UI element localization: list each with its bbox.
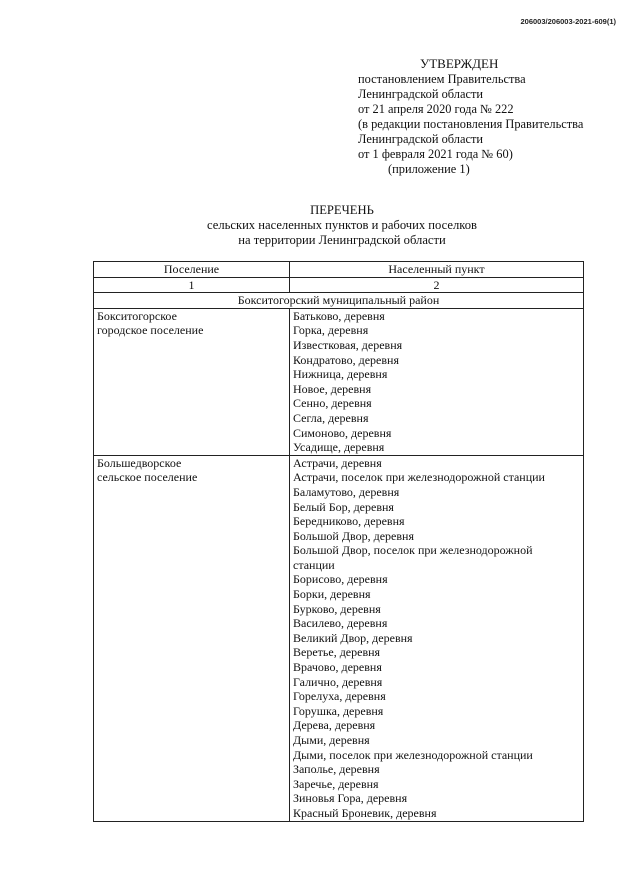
table-row <box>94 308 584 455</box>
document-id: 206003/206003-2021-609(1) <box>520 17 616 26</box>
locality-item: Великий Двор, деревня <box>293 630 413 645</box>
locality-item: Веретье, деревня <box>293 645 381 660</box>
approval-line: от 1 февраля 2021 года № 60) <box>358 147 513 161</box>
column-header: Населенный пункт <box>290 262 584 278</box>
heading-subtitle: сельских населенных пунктов и рабочих поселков <box>207 218 477 232</box>
locality-item: Горелуха, деревня <box>293 689 386 704</box>
locality-item: Кондратово, деревня <box>293 352 399 367</box>
locality-item: Большой Двор, деревня <box>293 528 414 543</box>
points-cell <box>290 455 584 821</box>
column-number: 2 <box>290 277 584 293</box>
approval-title: УТВЕРЖДЕН <box>420 56 499 71</box>
column-number: 1 <box>94 277 290 293</box>
locality-item: Дерева, деревня <box>293 718 376 733</box>
locality-item: Сегла, деревня <box>293 410 369 425</box>
locality-item: Большой Двор, поселок при железнодорожной <box>293 543 533 558</box>
column-number-row <box>94 277 584 293</box>
locality-item: Усадище, деревня <box>293 440 385 455</box>
locality-item: Новое, деревня <box>293 381 372 396</box>
locality-item: Нижница, деревня <box>293 367 388 382</box>
locality-item: Борки, деревня <box>293 587 371 602</box>
locality-item: Белый Бор, деревня <box>293 499 394 514</box>
locality-item: Красный Броневик, деревня <box>293 805 437 820</box>
approval-line: от 21 апреля 2020 года № 222 <box>358 102 514 116</box>
locality-item: Астрачи, деревня <box>293 455 382 470</box>
locality-item: Сенно, деревня <box>293 396 372 411</box>
locality-item: Заречье, деревня <box>293 776 379 791</box>
approval-line: Ленинградской области <box>358 87 484 101</box>
locality-item: станции <box>293 557 335 572</box>
heading-title: ПЕРЕЧЕНЬ <box>310 203 374 217</box>
locality-item: Бередниково, деревня <box>293 514 405 529</box>
locality-item: Заполье, деревня <box>293 762 380 777</box>
table-header-row <box>94 262 584 278</box>
settlement-name: сельское поселение <box>97 470 198 485</box>
points-cell <box>290 308 584 455</box>
locality-item: Василево, деревня <box>293 616 388 631</box>
locality-item: Галично, деревня <box>293 674 383 689</box>
locality-item: Горка, деревня <box>293 323 369 338</box>
locality-item: Врачово, деревня <box>293 660 382 675</box>
approval-block <box>358 56 583 177</box>
annex-note: (приложение 1) <box>388 162 470 176</box>
locality-item: Дыми, поселок при железнодорожной станции <box>293 747 533 762</box>
locality-item: Батьково, деревня <box>293 308 385 323</box>
settlements-table <box>93 261 584 822</box>
locality-item: Баламутово, деревня <box>293 484 400 499</box>
settlement-cell <box>94 455 290 821</box>
locality-item: Дыми, деревня <box>293 733 370 747</box>
approval-line: Ленинградской области <box>358 132 484 146</box>
district-row <box>94 293 584 309</box>
locality-item: Борисово, деревня <box>293 572 388 587</box>
approval-line: (в редакции постановления Правительства <box>358 117 584 131</box>
settlement-cell <box>94 308 290 455</box>
settlement-name: городское поселение <box>97 323 204 338</box>
locality-item: Известковая, деревня <box>293 337 403 352</box>
settlement-name: Большедворское <box>97 455 182 470</box>
locality-item: Астрачи, поселок при железнодорожной станции <box>293 470 545 485</box>
column-header: Поселение <box>94 262 290 278</box>
locality-item: Симоново, деревня <box>293 425 392 440</box>
locality-item: Бурково, деревня <box>293 601 381 616</box>
list-heading <box>0 203 640 248</box>
approval-line: постановлением Правительства <box>358 72 526 86</box>
table-row <box>94 455 584 821</box>
locality-item: Горушка, деревня <box>293 703 384 718</box>
heading-subtitle: на территории Ленинградской области <box>238 233 446 247</box>
district-name: Бокситогорский муниципальный район <box>94 293 584 309</box>
locality-item: Зиновья Гора, деревня <box>293 791 408 806</box>
settlement-name: Бокситогорское <box>97 308 177 323</box>
